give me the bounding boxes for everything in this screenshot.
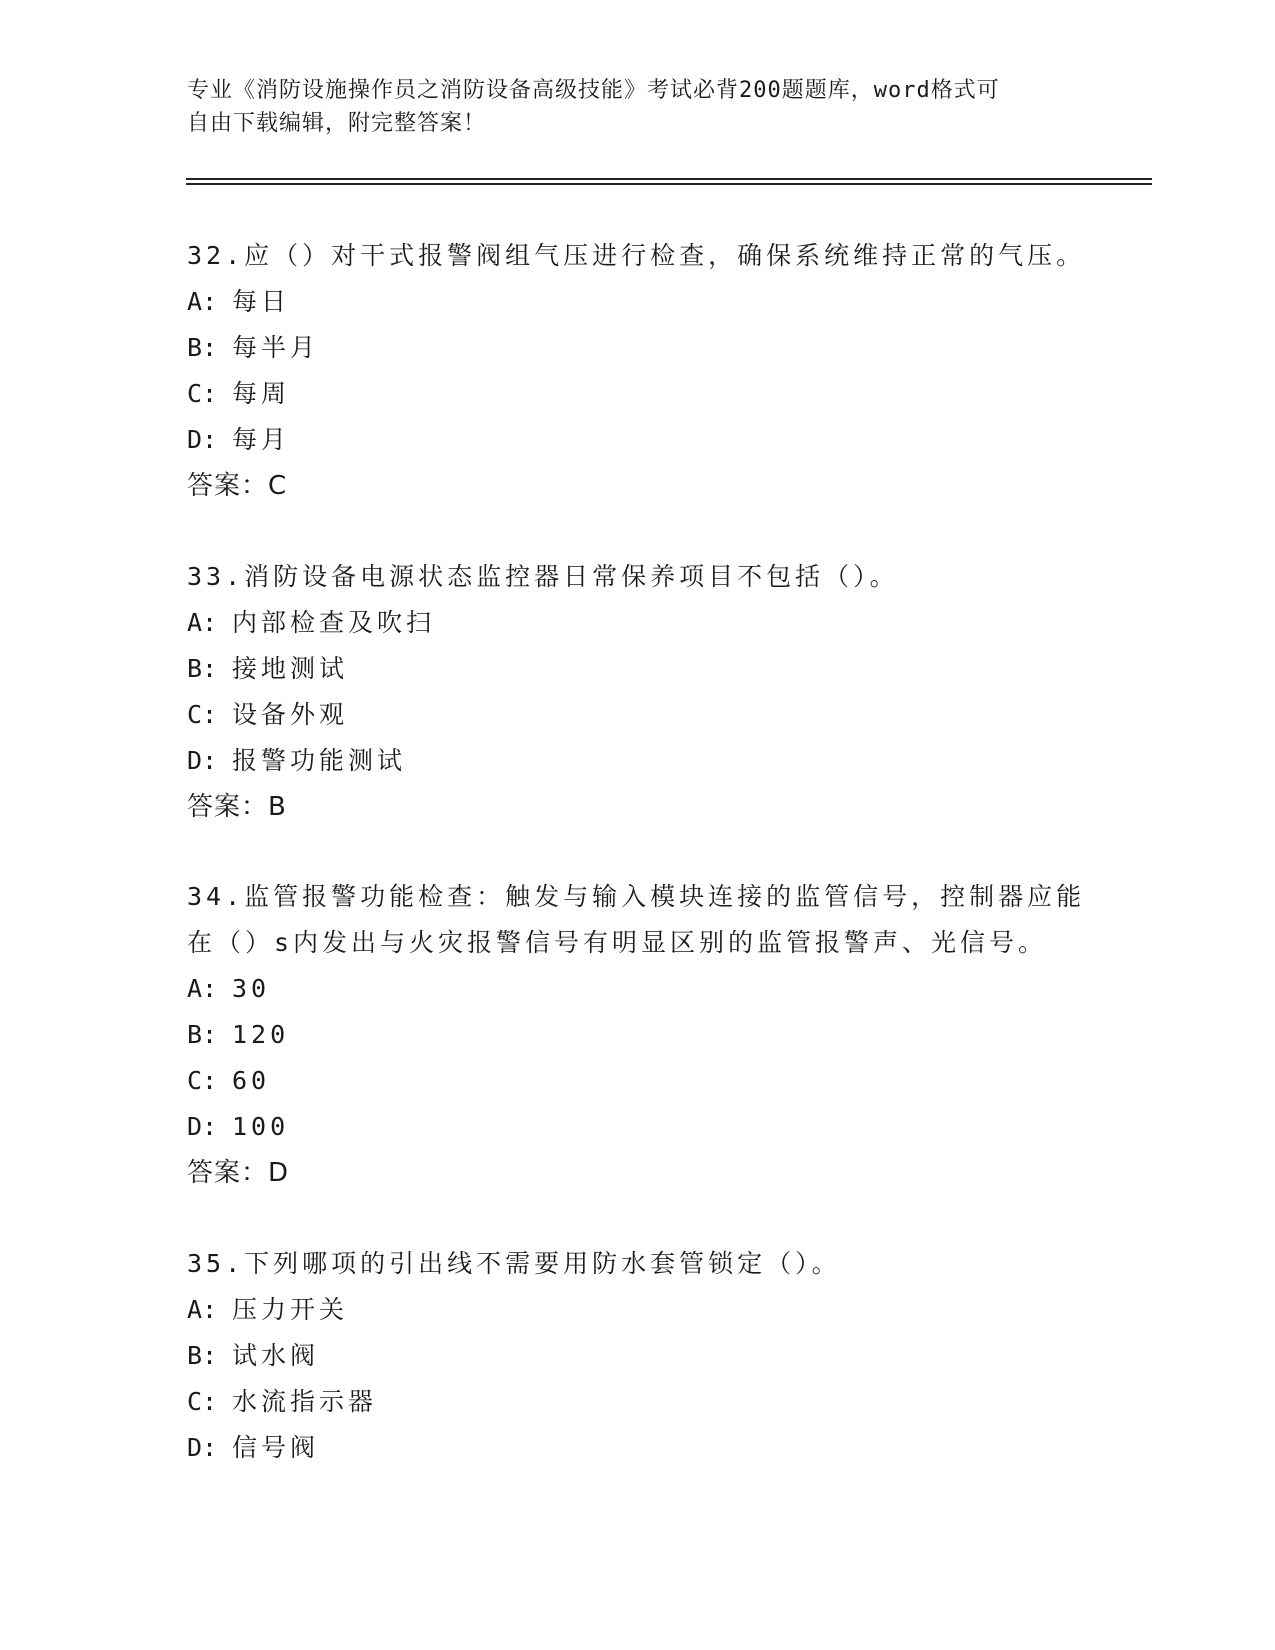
option-text: 信号阀 — [232, 1433, 320, 1462]
option-text: 30 — [232, 974, 271, 1003]
option-letter: B: — [187, 1341, 218, 1370]
option-letter: C: — [187, 1387, 218, 1416]
option-letter: C: — [187, 700, 218, 729]
option-c — [187, 371, 1087, 417]
option-letter: A: — [187, 287, 218, 316]
question-stem: 33.消防设备电源状态监控器日常保养项目不包括（）。 — [187, 562, 899, 591]
option-a — [187, 1287, 1087, 1333]
option-letter: D: — [187, 1112, 218, 1141]
option-letter: C: — [187, 379, 218, 408]
question-32 — [187, 233, 1087, 509]
answer-line: 答案：C — [187, 471, 288, 501]
option-text: 60 — [232, 1066, 271, 1095]
option-text: 压力开关 — [232, 1295, 349, 1324]
document-header — [187, 74, 1087, 140]
question-34 — [187, 874, 1087, 1196]
option-b — [187, 646, 1087, 692]
option-letter: D: — [187, 425, 218, 454]
option-a — [187, 279, 1087, 325]
option-letter: A: — [187, 974, 218, 1003]
option-c — [187, 1379, 1087, 1425]
option-text: 100 — [232, 1112, 290, 1141]
question-stem: 32.应（）对干式报警阀组气压进行检查，确保系统维持正常的气压。 — [187, 241, 1086, 270]
option-text: 每周 — [232, 379, 291, 408]
option-letter: D: — [187, 1433, 218, 1462]
option-text: 120 — [232, 1020, 290, 1049]
option-d — [187, 738, 1087, 784]
header-line-2: 自由下载编辑，附完整答案！ — [187, 111, 487, 136]
option-b — [187, 325, 1087, 371]
option-a — [187, 600, 1087, 646]
answer-line: 答案：D — [187, 1158, 290, 1188]
option-letter: A: — [187, 1295, 218, 1324]
header-divider-bottom — [186, 183, 1152, 185]
option-text: 设备外观 — [232, 700, 349, 729]
option-text: 内部检查及吹扫 — [232, 608, 436, 637]
option-letter: C: — [187, 1066, 218, 1095]
option-text: 每半月 — [232, 333, 320, 362]
question-stem: 35.下列哪项的引出线不需要用防水套管锁定（）。 — [187, 1249, 841, 1278]
option-d — [187, 1104, 1087, 1150]
option-letter: D: — [187, 746, 218, 775]
header-line-1: 专业《消防设施操作员之消防设备高级技能》考试必背200题题库，word格式可 — [187, 78, 1000, 103]
option-text: 水流指示器 — [232, 1387, 378, 1416]
option-letter: B: — [187, 333, 218, 362]
option-c — [187, 1058, 1087, 1104]
option-c — [187, 692, 1087, 738]
option-b — [187, 1012, 1087, 1058]
option-b — [187, 1333, 1087, 1379]
question-stem: 34.监管报警功能检查：触发与输入模块连接的监管信号，控制器应能在（）s内发出与火灾报警信号有明显区别的监管报警声、光信号。 — [187, 882, 1086, 957]
question-35 — [187, 1241, 1087, 1471]
option-text: 试水阀 — [232, 1341, 320, 1370]
option-letter: B: — [187, 654, 218, 683]
option-text: 接地测试 — [232, 654, 349, 683]
question-33 — [187, 554, 1087, 830]
option-letter: A: — [187, 608, 218, 637]
option-d — [187, 417, 1087, 463]
option-text: 报警功能测试 — [232, 746, 407, 775]
option-text: 每日 — [232, 287, 291, 316]
header-divider-top — [186, 178, 1152, 180]
answer-line: 答案：B — [187, 792, 287, 822]
option-d — [187, 1425, 1087, 1471]
option-a — [187, 966, 1087, 1012]
option-letter: B: — [187, 1020, 218, 1049]
option-text: 每月 — [232, 425, 291, 454]
